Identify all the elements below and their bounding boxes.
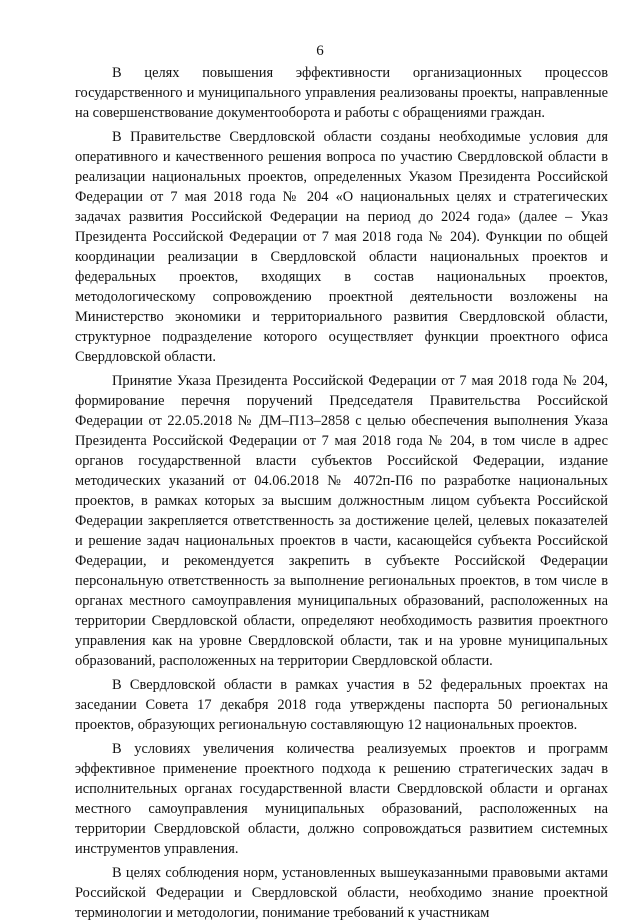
paragraph-legal-norms: В целях соблюдения норм, установленных вышеуказанными правовыми актами Российской Федерации и Свердловской области, необходимо знание проектной терминологии и методологии, понимание требований к участникам <box>75 865 608 921</box>
paragraph-presidential-decree: Принятие Указа Президента Российской Федерации от 7 мая 2018 года № 204, формирование перечня поручений Председателя Правительства Российской Федерации от 22.05.2018 № ДМ–П13–2858 с целью обеспечения выполнения Указа Президента Российской Федерации от 7 мая 2018 года № 204, в том числе в адрес органов государственной власти субъектов Российской Федерации, издание методических указаний от 04.06.2018 № 4072п-П6 по разработке национальных проектов, в рамках которых за высшим должностным лицом субъекта Российской Федерации закрепляется ответственность за достижение целей, целевых показателей и решение задач национальных проектов в части, касающейся субъекта Российской Федерации, и рекомендуется закрепить в субъекте Российской Федерации персональную ответственность за выполнение региональных проектов, в том числе в органах местного самоуправления муниципальных образований, расположенных на территории Свердловской области, определяют необходимость развития проектного управления как на уровне Свердловской области, так и на уровне муниципальных образований, расположенных на территории Свердловской области. <box>75 373 608 669</box>
paragraph-national-projects-conditions: В Правительстве Свердловской области созданы необходимые условия для оперативного и качественного решения вопроса по участию Свердловской области в реализации национальных проектов, определенных Указом Президента Российской Федерации от 7 мая 2018 года № 204 «О национальных целях и стратегических задачах развития Российской Федерации на период до 2024 года» (далее – Указ Президента Российской Федерации от 7 мая 2018 года № 204). Функции по общей координации реализации в Свердловской области национальных проектов и федеральных проектов, входящих в состав национальных проектов, методологическому сопровождению проектной деятельности возложены на Министерство экономики и территориального развития Свердловской области, структурное подразделение которого осуществляет функции проектного офиса Свердловской области. <box>75 129 608 365</box>
paragraph-document-workflow: В целях повышения эффективности организационных процессов государственного и муниципального управления реализованы проекты, направленные на совершенствование документооборота и работы с обращениями граждан. <box>75 65 608 121</box>
paragraph-regional-projects: В Свердловской области в рамках участия в 52 федеральных проектах на заседании Совета 17 декабря 2018 года утверждены паспорта 50 региональных проектов, образующих региональную составляющую 12 национальных проектов. <box>75 677 608 733</box>
paragraph-project-approach: В условиях увеличения количества реализуемых проектов и программ эффективное применение проектного подхода к решению стратегических задач в исполнительных органах государственной власти Свердловской области и органах местного самоуправления муниципальных образований, расположенных на территории Свердловской области, должно сопровождаться развитием системных инструментов управления. <box>75 741 608 857</box>
document-body <box>75 63 608 923</box>
page-number: 6 <box>316 43 324 59</box>
